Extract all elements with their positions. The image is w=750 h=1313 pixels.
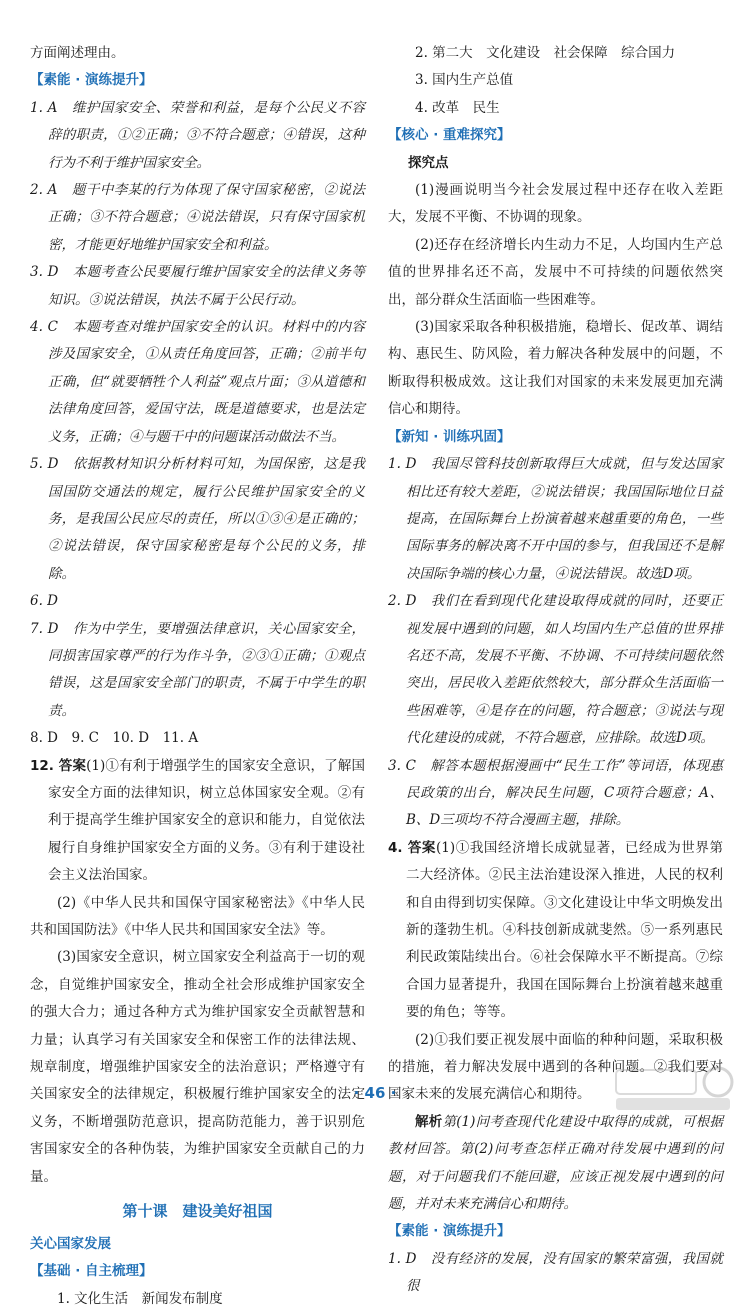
jiexi-text: 第(1)问考查现代化建设中取得的成就，可根据教材回答。第(2)问考查怎样正确对待发展中遇到的问题，对于问题我们不能回避，应该正视发展中遇到的问题，并对未来充满信心和期待。 — [388, 1113, 724, 1213]
answer-item-8-11: 8. D 9. C 10. D 11. A — [30, 730, 199, 747]
section-heading-suneng-2: 【素能 · 演练提升】 — [388, 1223, 511, 1240]
suneng2-item-1: 1. D 没有经济的发展，没有国家的繁荣富强，我国就很 — [388, 1250, 723, 1295]
tanjiu-part-1: (1)漫画说明当今社会发展过程中还存在收入差距大，发展不平衡、不协调的现象。 — [388, 182, 723, 226]
jiexi-label: 解析 — [415, 1113, 443, 1130]
answer-item-1: 1. A 维护国家安全、荣誉和利益，是每个公民义不容辞的职责，①②正确；③不符合题意；④错误，这种行为不利于维护国家安全。 — [30, 99, 365, 171]
section-heading-suneng: 【素能 · 演练提升】 — [30, 72, 153, 89]
section-heading-jichu: 【基础 · 自主梳理】 — [30, 1263, 153, 1280]
jiexi-paragraph — [388, 1109, 723, 1219]
answer-4-part-1: (1)①我国经济增长成就显著，已经成为世界第二大经济体。②民主法治建设深入推进，人民的权利和自由得到切实保障。③文化建设让中华文明焕发出新的蓬勃生机。④科技创新成就斐然。⑤一系列惠民利民政策陆续出台。⑥社会保障水平不断提高。⑦综合国力显著提升，我国在国际舞台上扮演着越来越重要的角色；等等。 — [406, 839, 723, 1021]
answer-4-part-2: (2)①我们要正视发展中面临的种种问题，采取积极的措施，着力解决发展中遇到的各种问题。②我们要对国家未来的发展充满信心和期待。 — [388, 1031, 723, 1103]
left-top-line: 方面阐述理由。 — [30, 45, 125, 61]
left-column — [30, 40, 365, 1313]
section-heading-xinzhi: 【新知 · 训练巩固】 — [388, 428, 511, 445]
jichu-item-1: 1. 文化生活 新闻发布制度 — [57, 1290, 223, 1307]
answer-item-3: 3. D 本题考查公民要履行维护国家安全的法律义务等知识。③说法错误，执法不属于公民行动。 — [30, 264, 365, 308]
lesson-title: 第十课 建设美好祖国 — [122, 1202, 273, 1221]
answer-item-6: 6. D — [30, 593, 58, 610]
xinzhi-item-1: 1. D 我国尽管科技创新取得巨大成就，但与发达国家相比还有较大差距，②说法错误；我国国际地位日益提高，在国际舞台上扮演着越来越重要的角色，一些国际事务的解决离不开中国的参与，但我国还不是解决国际争端的核心力量，④说法错误。故选D项。 — [388, 456, 723, 582]
answer-item-2: 2. A 题干中李某的行为体现了保守国家秘密，②说法正确；③不符合题意；④说法错误，只有保守国家机密，才能更好地维护国家安全和利益。 — [30, 182, 365, 253]
tanjiu-label: 探究点 — [408, 154, 449, 171]
page-number: · 46 · — [353, 1084, 397, 1102]
answer-12-part-3: (3)国家安全意识，树立国家安全利益高于一切的观念，自觉维护国家安全，推动全社会形成维护国家安全的强大合力；通过各种方式为维护国家安全贡献智慧和力量；认真学习有关国家安全和保密工作的法律法规、规章制度，增强维护国家安全的法治意识；严格遵守有关国家安全的法律规定，积极履行维护国家安全的法定义务，不断增强防范意识，提高防范能力，善于识别危害国家安全的各种伪装，为维护国家安全贡献自己的力量。 — [30, 949, 365, 1185]
jichu-item-2: 2. 第二大 文化建设 社会保障 综合国力 — [415, 45, 676, 61]
tanjiu-part-3: (3)国家采取各种积极措施，稳增长、促改革、调结构、惠民生、防风险，着力解决各种发展中的问题，不断取得积极成效。这让我们对国家的未来发展更加充满信心和期待。 — [388, 319, 723, 418]
jichu-item-4: 4. 改革 民生 — [415, 99, 500, 116]
watermark-logo-icon — [608, 1064, 738, 1114]
answer-12-part-1: (1)①有利于增强学生的国家安全意识，了解国家安全方面的法律知识，树立总体国家安全观。②有利于提高学生维护国家安全的意识和能力，自觉依法履行自身维护国家安全方面的义务。③有利于建设社会主义法治国家。 — [48, 757, 366, 884]
answer-label-4: 4. 答案 — [388, 839, 437, 856]
subsection-title: 关心国家发展 — [30, 1236, 111, 1253]
section-heading-hexin: 【核心 · 重难探究】 — [388, 127, 511, 144]
answer-item-5: 5. D 依据教材知识分析材料可知，为国保密，这是我国国防交通法的规定，履行公民维护国家安全的义务，是我国公民应尽的责任，所以①③④是正确的；②说法错误，保守国家秘密是每个公民的义务，排除。 — [30, 456, 365, 582]
xinzhi-item-4 — [388, 835, 723, 1027]
tanjiu-part-2: (2)还存在经济增长内生动力不足，人均国内生产总值的世界排名还不高，发展中不可持续的问题依然突出，部分群众生活面临一些困难等。 — [388, 236, 723, 308]
answer-12-part-2: (2)《中华人民共和国保守国家秘密法》《中华人民共和国国防法》《中华人民共和国国家安全法》等。 — [30, 894, 365, 938]
answer-label-12: 12. 答案 — [30, 757, 87, 774]
jichu-item-3: 3. 国内生产总值 — [415, 72, 514, 89]
answer-item-4: 4. C 本题考查对维护国家安全的认识。材料中的内容涉及国家安全，①从责任角度回答，正确；②前半句正确，但“就要牺牲个人利益”观点片面；③从道德和法律角度回答，爱国守法，既是道德要求，也是法定义务，正确；④与题干中的问题谋活动做法不当。 — [30, 319, 365, 445]
xinzhi-item-2: 2. D 我们在看到现代化建设取得成就的同时，还要正视发展中遇到的问题，如人均国内生产总值的世界排名还不高，发展不平衡、不协调、不可持续问题依然突出，居民收入差距依然较大，部分群众生活面临一些困难等，④是存在的问题，符合题意；③说法与现代化建设的成就，不符合题意，应排除。故选D项。 — [388, 593, 723, 747]
answer-item-12 — [30, 753, 365, 890]
answer-item-7: 7. D 作为中学生，要增强法律意识，关心国家安全，同损害国家尊严的行为作斗争，②③①正确；①观点错误，这是国家安全部门的职责，不属于中学生的职责。 — [30, 620, 365, 719]
xinzhi-item-3: 3. C 解答本题根据漫画中“民生工作”等词语，体现惠民政策的出台，解决民生问题，C项符合题意；A、B、D三项均不符合漫画主题，排除。 — [388, 757, 723, 829]
